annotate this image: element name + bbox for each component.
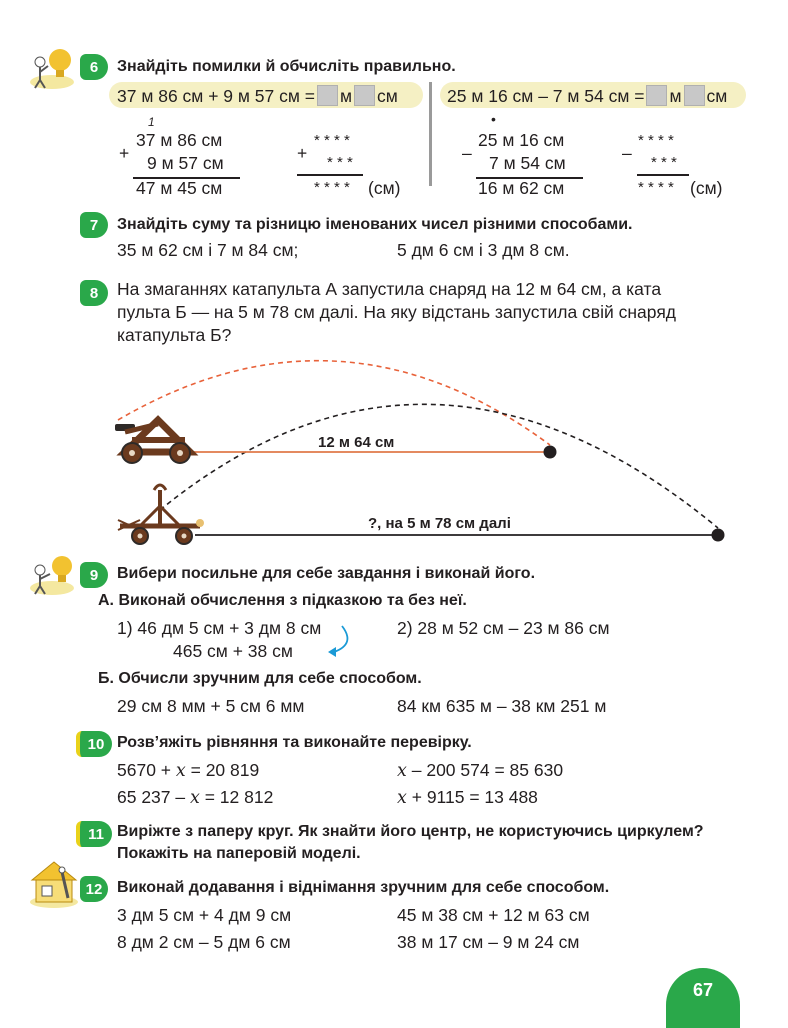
masked-result: * * * * bbox=[638, 179, 674, 196]
exercise-9-a1: 1) 46 дм 5 см + 3 дм 8 см bbox=[117, 618, 322, 638]
exercise-9-b1: 29 см 8 мм + 5 см 6 мм bbox=[117, 696, 305, 716]
borrow-dot: • bbox=[491, 111, 496, 127]
exercise-8-badge: 8 bbox=[80, 280, 108, 306]
exercise-6-title: Знайдіть помилки й обчисліть правильно. bbox=[117, 58, 456, 75]
minus-sign: – bbox=[622, 143, 632, 163]
lightbulb-helper-icon bbox=[28, 552, 80, 596]
minus-sign: – bbox=[462, 143, 472, 163]
answer-box-m[interactable] bbox=[646, 85, 667, 106]
plus-sign: + bbox=[297, 143, 308, 163]
subtrahend: 7 м 54 см bbox=[489, 153, 566, 173]
difference-result: 16 м 62 см bbox=[478, 178, 565, 198]
sum-line bbox=[297, 174, 363, 176]
landing-point-a bbox=[544, 446, 557, 459]
exercise-11-badge: 11 bbox=[76, 821, 112, 847]
exercise-9-badge: 9 bbox=[80, 562, 108, 588]
column-divider bbox=[429, 82, 432, 186]
answer-box-cm[interactable] bbox=[354, 85, 375, 106]
answer-box-cm[interactable] bbox=[684, 85, 705, 106]
catapult-a-icon bbox=[115, 420, 190, 463]
plus-sign: + bbox=[119, 143, 130, 163]
unit-label: (см) bbox=[690, 178, 723, 198]
addend-2: 9 м 57 см bbox=[147, 153, 224, 173]
distance-label-a: 12 м 64 см bbox=[318, 434, 395, 451]
hint-arrow-icon bbox=[318, 622, 358, 662]
exercise-8-text-line-1: На змаганнях катапульта А запустила снаряд на 12 м 64 см, а ката bbox=[117, 279, 662, 299]
exercise-12-badge: 12 bbox=[80, 876, 108, 902]
exercise-10-badge: 10 bbox=[76, 731, 112, 757]
exercise-8-text-line-2: пульта Б — на 5 м 78 см далі. На яку відстань запустила свій снаряд bbox=[117, 302, 677, 322]
exercise-10-title: Розв’яжіть рівняння та виконайте перевірку. bbox=[117, 734, 472, 751]
exercise-12-b1: 8 дм 2 см – 5 дм 6 см bbox=[117, 932, 291, 952]
exercise-7-title: Знайдіть суму та різницю іменованих чисел різними способами. bbox=[117, 216, 633, 233]
equation-right: 25 м 16 см – 7 м 54 см = м см bbox=[447, 86, 728, 106]
masked-addend-2: * * * bbox=[327, 154, 353, 171]
carry-digit: 1 bbox=[148, 115, 155, 129]
exercise-9-a2: 2) 28 м 52 см – 23 м 86 см bbox=[397, 618, 610, 638]
distance-label-b: ?, на 5 м 78 см далі bbox=[368, 515, 511, 532]
masked-addend-1: * * * * bbox=[314, 132, 350, 149]
trajectory-a bbox=[118, 361, 550, 445]
exercise-8-text-line-3: катапульта Б? bbox=[117, 325, 232, 345]
exercise-12-a2: 45 м 38 см + 12 м 63 см bbox=[397, 905, 590, 925]
exercise-7-badge: 7 bbox=[80, 212, 108, 238]
equation-3: 65 237 – x = 12 812 bbox=[117, 787, 274, 808]
exercise-12-a1: 3 дм 5 см + 4 дм 9 см bbox=[117, 905, 292, 925]
equation-2: x – 200 574 = 85 630 bbox=[397, 760, 564, 781]
exercise-9-a-title: А. Виконай обчислення з підказкою та без неї. bbox=[98, 592, 467, 609]
exercise-11-line-2: Покажіть на паперовій моделі. bbox=[117, 845, 361, 862]
masked-result: * * * * bbox=[314, 179, 350, 196]
trajectory-b bbox=[160, 404, 718, 528]
house-pencil-icon bbox=[28, 858, 80, 908]
masked-minuend: * * * * bbox=[638, 132, 674, 149]
exercise-9-b-title: Б. Обчисли зручним для себе способом. bbox=[98, 670, 422, 687]
equation-4: x + 9115 = 13 488 bbox=[397, 787, 538, 808]
exercise-6-badge: 6 bbox=[80, 54, 108, 80]
unit-label: (см) bbox=[368, 178, 401, 198]
exercise-9-title: Вибери посильне для себе завдання і виконай його. bbox=[117, 565, 536, 582]
equation-left: 37 м 86 см + 9 м 57 см = м см bbox=[117, 86, 398, 106]
minuend: 25 м 16 см bbox=[478, 130, 565, 150]
catapult-b-icon bbox=[118, 485, 204, 544]
exercise-9-a1-hint: 465 см + 38 см bbox=[173, 641, 293, 661]
landing-point-b bbox=[712, 529, 725, 542]
lightbulb-helper-icon bbox=[28, 44, 80, 90]
page-number: 67 bbox=[666, 968, 740, 1028]
addend-1: 37 м 86 см bbox=[136, 130, 223, 150]
exercise-7-part-a: 35 м 62 см і 7 м 84 см; bbox=[117, 240, 299, 260]
sum-result: 47 м 45 см bbox=[136, 178, 223, 198]
exercise-12-b2: 38 м 17 см – 9 м 24 см bbox=[397, 932, 580, 952]
exercise-11-line-1: Виріжте з паперу круг. Як знайти його центр, не користуючись циркулем? bbox=[117, 823, 704, 840]
exercise-12-title: Виконай додавання і віднімання зручним для себе способом. bbox=[117, 879, 610, 896]
masked-subtrahend: * * * bbox=[651, 154, 677, 171]
equation-1: 5670 + x = 20 819 bbox=[117, 760, 260, 781]
difference-line bbox=[637, 174, 689, 176]
answer-box-m[interactable] bbox=[317, 85, 338, 106]
exercise-7-part-b: 5 дм 6 см і 3 дм 8 см. bbox=[397, 240, 570, 260]
exercise-9-b2: 84 км 635 м – 38 км 251 м bbox=[397, 696, 607, 716]
